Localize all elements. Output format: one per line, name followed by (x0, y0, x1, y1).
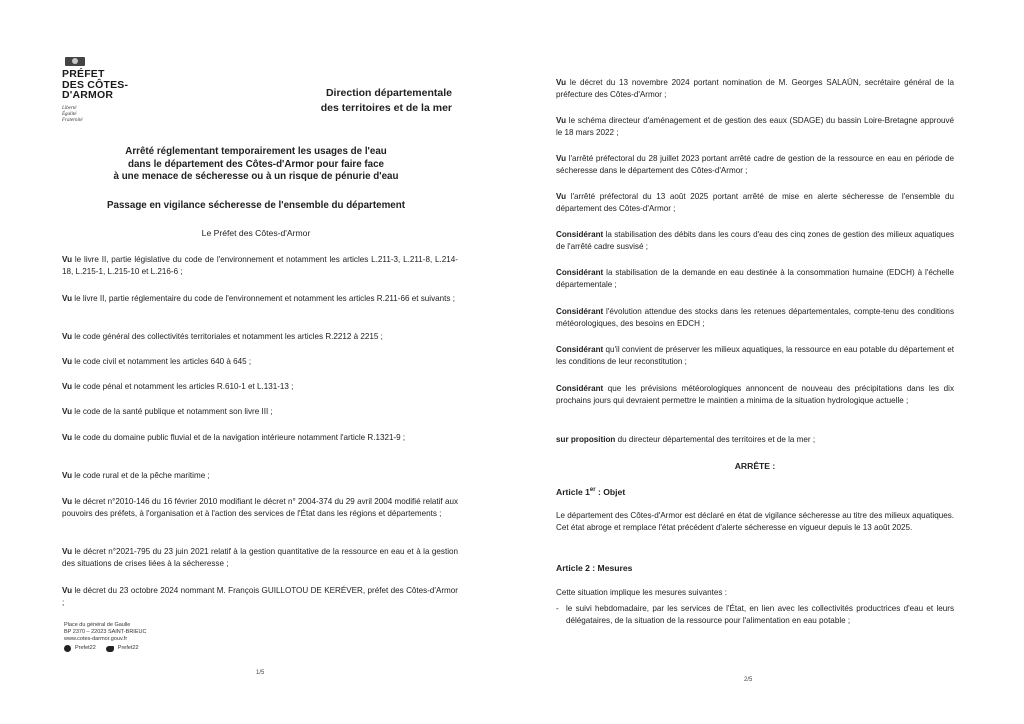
visa-paragraph: Vu le code du domaine public fluvial et de la navigation intérieure notamment l'article R.1321-9 ; (62, 433, 406, 442)
direction-line: Direction départementale (325, 87, 452, 99)
visa-paragraph: Vu le code de la santé publique et notamment son livre III ; (62, 407, 273, 416)
document-title (60, 146, 452, 184)
website-link[interactable]: www.cotes-darmor.gouv.fr (64, 636, 128, 642)
motto-line: Fraternité (62, 117, 83, 123)
article-2-heading: Article 2 : Mesures (556, 563, 633, 573)
visa-paragraph: Vu le livre II, partie réglementaire du code de l'environnement et notamment les articles R.211-66 et suivants ; (62, 294, 455, 303)
bullet-text: le suivi hebdomadaire, par les services de l'État, en lien avec les collectivités productrices d'eau et leurs délégataires, de la situation de la ressource pour l'alimentation en eau potable ; (566, 604, 954, 626)
prefet-line: Le Préfet des Côtes-d'Armor (201, 228, 311, 238)
title-line: dans le département des Côtes-d'Armor pour faire face (127, 158, 385, 170)
twitter-icon[interactable] (106, 646, 114, 652)
title-line: à une menace de sécheresse ou à un risque de pénurie d'eau (113, 171, 399, 182)
visa-paragraph: Vu l'arrêté préfectoral du 28 juillet 2023 portant arrêté cadre de gestion de la ressource en eau en période de sécheresse dans le département des Côtes-d'Armor ; (556, 154, 954, 176)
motto-line: Égalité (62, 111, 77, 117)
facebook-icon[interactable] (64, 645, 71, 652)
footer-line: Place du général de Gaulle (64, 622, 131, 628)
visa-paragraph: Vu l'arrêté préfectoral du 13 août 2025 portant arrêté de mise en alerte sécheresse de l'ensemble du département des Côtes-d'Armor ; (556, 192, 954, 214)
visa-paragraph: Vu le code pénal et notamment les articles R.610-1 et L.131-13 ; (62, 382, 294, 391)
visa-paragraph: Vu le décret n°2010-146 du 16 février 2010 modifiant le décret n° 2004-374 du 29 avril 2004 modifié relatif aux pouvoirs des préfets, à l'organisation et à l'action des services de l'État dans les régions et départements ; (62, 497, 458, 519)
direction-line: des territoires et de la mer (320, 102, 452, 114)
arrete-heading: ARRÊTE : (734, 461, 776, 471)
list-item (556, 603, 954, 627)
title-line: Arrêté réglementant temporairement les usages de l'eau (125, 146, 387, 157)
article-1-text: Le département des Côtes-d'Armor est déclaré en état de vigilance sécheresse au titre des milieux aquatiques. Cet état abroge et remplace l'état précédent d'alerte sécheresse en vigueur depuis le 13 août 2025. (556, 511, 954, 533)
article-2-intro: Cette situation implique les mesures suivantes : (556, 588, 727, 597)
visa-paragraph: Vu le code général des collectivités territoriales et notamment les articles R.2212 à 2215 ; (62, 332, 383, 341)
logo-line: DES CÔTES- (62, 78, 129, 91)
logo-motto (62, 106, 128, 124)
visa-paragraph: Vu le décret du 23 octobre 2024 nommant M. François GUILLOTOU DE KERÉVER, préfet des Côtes-d'Armor ; (62, 586, 458, 608)
considerant-paragraph: Considérant qu'il convient de préserver les milieux aquatiques, la ressource en eau potable du département et les conditions de leur reconstitution ; (556, 345, 954, 367)
visa-paragraph: Vu le code civil et notamment les articles 640 à 645 ; (62, 357, 252, 366)
visa-paragraph: Vu le décret du 13 novembre 2024 portant nomination de M. Georges SALAÜN, secrétaire général de la préfecture des Côtes-d'Armor ; (556, 78, 954, 100)
marianne-icon (65, 57, 85, 66)
logo-line: D'ARMOR (62, 89, 114, 101)
page-number: 2/5 (744, 677, 753, 683)
twitter-handle[interactable]: Prefet22 (117, 645, 139, 651)
social-links (64, 645, 146, 652)
considerant-paragraph: Considérant que les prévisions météorologiques annoncent de nouveau des précipitations dans les dix prochains jours qui devraient permettre le maintien a minima de la situation hydrologique actuelle ; (556, 384, 954, 406)
article-1-heading: Article 1er : Objet (556, 487, 626, 497)
visa-paragraph: Vu le schéma directeur d'aménagement et de gestion des eaux (SDAGE) du bassin Loire-Bretagne approuvé le 18 mars 2022 ; (556, 116, 954, 138)
address-footer (64, 622, 146, 652)
logo-line: PRÉFET (62, 68, 105, 80)
considerant-paragraph: Considérant la stabilisation des débits dans les cours d'eau des cinq zones de gestion des milieux aquatiques de l'arrêté cadre susvisé ; (556, 230, 954, 252)
visa-paragraph: Vu le livre II, partie législative du code de l'environnement et notamment les articles L.211-3, L.211-8, L.214-18, L.215-1, L.215-10 et L.216-6 ; (62, 255, 458, 277)
direction-header (321, 86, 452, 116)
proposition-paragraph: sur proposition du directeur départemental des territoires et de la mer ; (556, 435, 816, 444)
motto-line: Liberté (62, 105, 77, 111)
document-subtitle: Passage en vigilance sécheresse de l'ensemble du département (106, 200, 405, 211)
visa-paragraph: Vu le code rural et de la pêche maritime ; (62, 471, 210, 480)
page-2 (512, 0, 1024, 724)
footer-line: BP 2370 – 22023 SAINT-BRIEUC (64, 629, 147, 635)
facebook-handle[interactable]: Prefet22 (75, 645, 96, 651)
visa-paragraph: Vu le décret n°2021-795 du 23 juin 2021 relatif à la gestion quantitative de la ressource en eau et à la gestion des situations de crises liées à la sécheresse ; (62, 547, 458, 569)
bullet-dash: - (556, 604, 559, 613)
page-number: 1/5 (256, 670, 265, 676)
prefet-logo (62, 57, 128, 124)
considerant-paragraph: Considérant l'évolution attendue des stocks dans les retenues départementales, compte-tenu des conditions météorologiques, des besoins en EDCH ; (556, 307, 954, 329)
considerant-paragraph: Considérant la stabilisation de la demande en eau destinée à la consommation humaine (EDCH) à l'échelle départementale ; (556, 268, 954, 290)
